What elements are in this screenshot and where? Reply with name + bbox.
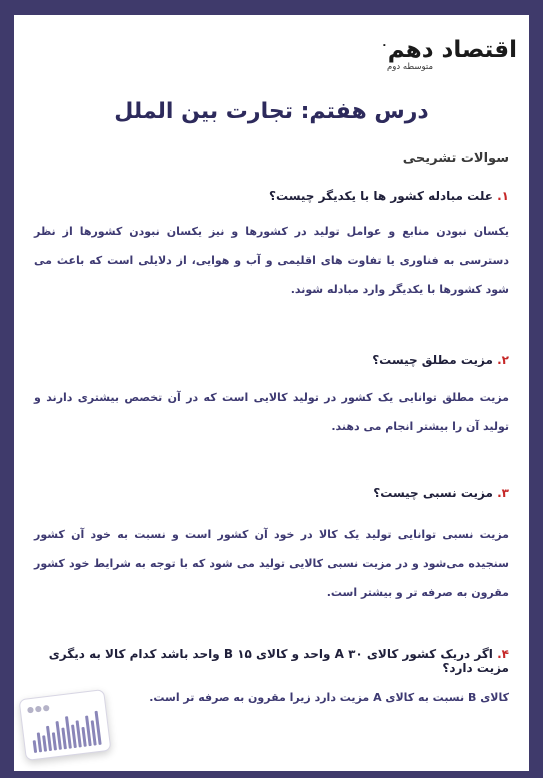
waveform-bar — [81, 727, 86, 747]
waveform-bar — [42, 735, 47, 751]
widget-dots: ●●● — [26, 702, 52, 715]
waveform-bar — [52, 732, 57, 750]
section-label: سوالات تشریحی — [402, 151, 509, 166]
waveform-bar — [61, 728, 67, 750]
question-4 — [34, 647, 509, 675]
waveform-bar — [55, 721, 61, 750]
waveform-bar — [46, 726, 52, 751]
waveform-bar — [33, 740, 38, 753]
logo-brand-text — [347, 31, 517, 64]
answer-1: یکسان نبودن منابع و عوامل تولید در کشورها و نیز یکسان نبودن کشورها از نظر دسترسی به فناوری یا تفاوت های اقلیمی و آب و هوایی، از دلایلی است که باعث می شود کشورها با یکدیگر وارد مبادله شوند. — [34, 225, 509, 296]
question-number: ۴. — [497, 647, 509, 661]
answer-3: مزیت نسبی توانایی تولید یک کالا در خود آن کشور است و نسبت به خود آن کشور سنجیده می‌شود و در مزیت نسبی کالایی تولید می شود که با توجه به شرایط خود کشور مقرون به صرفه تر و بیشتر است. — [34, 528, 509, 599]
logo-brand-label: اقتصاد دهم — [387, 37, 517, 63]
waveform-bar — [76, 720, 82, 747]
question-2 — [372, 353, 509, 367]
answer-4: کالای B نسبت به کالای A مزیت دارد زیرا مقرون به صرفه تر است. — [149, 691, 509, 704]
brand-logo — [347, 31, 517, 83]
question-number: ۲. — [497, 353, 509, 367]
question-1 — [269, 189, 509, 203]
logo-superscript: ۰ — [381, 38, 388, 51]
waveform-icon — [28, 706, 106, 755]
question-text: مزیت نسبی چیست؟ — [373, 486, 493, 500]
question-text: اگر دریک کشور کالای A ۳۰ واحد و کالای B ۱۵ واحد باشد کدام کالا به دیگری مزیت دارد؟ — [48, 647, 509, 675]
logo-subtitle: متوسطه دوم — [387, 62, 434, 72]
answer-2: مزیت مطلق توانایی یک کشور در تولید کالایی است که در آن تخصص بیشتری دارند و تولید آن را بیشتر انجام می دهند. — [34, 391, 509, 433]
document-sheet — [14, 15, 529, 771]
page-title: درس هفتم: تجارت بین الملل — [114, 99, 429, 124]
question-number: ۳. — [497, 486, 509, 500]
audio-waveform-widget[interactable] — [19, 689, 112, 761]
question-text: علت مبادله کشور ها با یکدیگر چیست؟ — [269, 189, 493, 203]
waveform-bar — [91, 720, 97, 745]
question-3 — [373, 486, 509, 500]
question-number: ۱. — [497, 189, 509, 203]
question-text: مزیت مطلق چیست؟ — [372, 353, 493, 367]
waveform-bar — [37, 732, 42, 752]
waveform-bar — [71, 724, 77, 748]
